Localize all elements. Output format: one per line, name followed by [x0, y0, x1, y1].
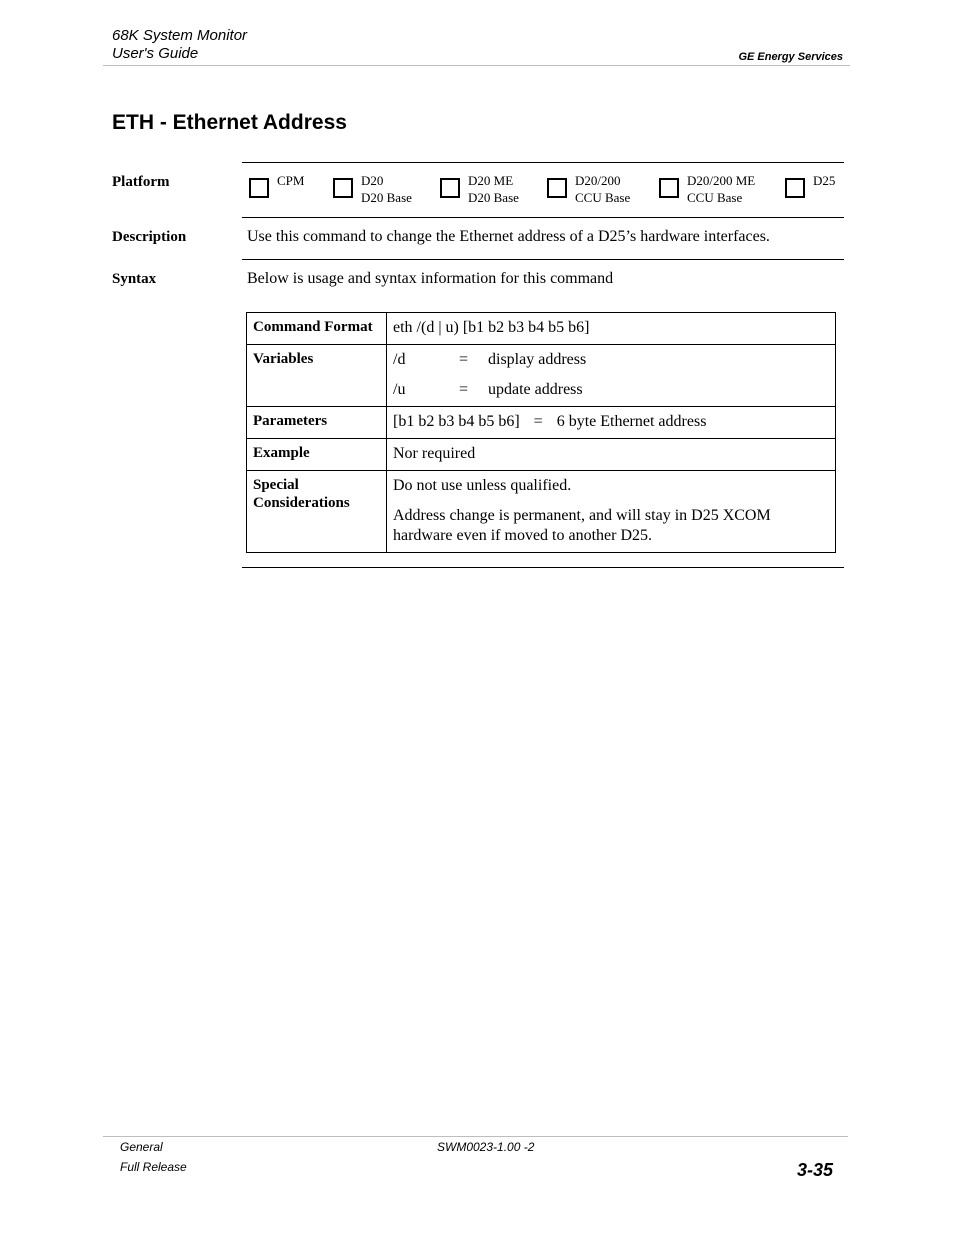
variable-name: /u	[393, 381, 406, 398]
platform-label-d20: D20	[361, 173, 384, 188]
platform-option-d25	[785, 172, 835, 198]
platform-checkbox-d20-me[interactable]	[440, 178, 460, 198]
command-format-value: eth /(d | u) [b1 b2 b3 b4 b5 b6]	[387, 313, 836, 345]
platform-sublabel-d20-200: CCU Base	[575, 190, 631, 205]
special-label-line1: Special	[253, 477, 299, 493]
table-row-parameters	[247, 407, 836, 439]
platform-option-d20	[333, 172, 412, 206]
syntax-bottom-rule	[242, 567, 844, 568]
platform-label-d25: D25	[813, 173, 836, 188]
platform-checkbox-cpm[interactable]	[249, 178, 269, 198]
platform-sublabel-d20-me: D20 Base	[468, 190, 519, 205]
description-label: Description	[112, 229, 187, 245]
description-text: Use this command to change the Ethernet address of a D25’s hardware interfaces.	[247, 228, 770, 245]
variable-eq: =	[459, 381, 469, 398]
variable-eq: =	[459, 351, 469, 368]
platform-option-d20-me	[440, 172, 519, 206]
description-bottom-rule	[242, 259, 844, 260]
platform-checkbox-d20-200[interactable]	[547, 178, 567, 198]
special-para1: Do not use unless qualified.	[393, 477, 572, 494]
syntax-table	[246, 312, 836, 553]
platform-checkbox-d20-200-me[interactable]	[659, 178, 679, 198]
platform-checkbox-d25[interactable]	[785, 178, 805, 198]
variables-label: Variables	[247, 345, 387, 407]
platform-label-d20-200: D20/200	[575, 173, 621, 188]
variable-desc: update address	[488, 381, 583, 398]
company-name: GE Energy Services	[738, 51, 843, 63]
syntax-label: Syntax	[112, 271, 157, 287]
platform-label-d20-200-me: D20/200 ME	[687, 173, 756, 188]
parameter-desc: 6 byte Ethernet address	[556, 413, 707, 430]
platform-label: Platform	[112, 174, 170, 190]
variable-desc: display address	[488, 351, 587, 368]
platform-sublabel-d20: D20 Base	[361, 190, 412, 205]
page-title: ETH - Ethernet Address	[112, 111, 347, 134]
parameter-name: [b1 b2 b3 b4 b5 b6]	[393, 413, 520, 430]
table-row-variables	[247, 345, 836, 407]
page-number: 3-35	[797, 1160, 834, 1180]
header-divider	[103, 65, 850, 66]
document-title-line2: User's Guide	[112, 45, 199, 62]
command-format-label: Command Format	[247, 313, 387, 345]
footer-release: Full Release	[120, 1160, 187, 1174]
platform-label-d20-me: D20 ME	[468, 173, 514, 188]
special-considerations-label	[247, 471, 387, 553]
platform-top-rule	[242, 162, 844, 163]
syntax-intro: Below is usage and syntax information for this command	[247, 270, 614, 287]
platform-bottom-rule	[242, 217, 844, 218]
footer-status: General	[120, 1140, 163, 1154]
footer-doc-number: SWM0023-1.00 -2	[437, 1140, 535, 1154]
variable-item	[393, 380, 829, 400]
variable-name: /d	[393, 351, 406, 368]
parameters-label: Parameters	[247, 407, 387, 439]
table-row-command-format	[247, 313, 836, 345]
document-title	[112, 27, 247, 63]
variables-value	[387, 345, 836, 407]
table-row-special-considerations	[247, 471, 836, 553]
table-row-example	[247, 439, 836, 471]
parameter-eq: =	[533, 413, 543, 430]
platform-option-d20-200	[547, 172, 630, 206]
platform-checkbox-d20[interactable]	[333, 178, 353, 198]
platform-option-d20-200-me	[659, 172, 755, 206]
parameters-value	[387, 407, 836, 439]
example-value: Nor required	[387, 439, 836, 471]
special-para2: Address change is permanent, and will stay in D25 XCOM hardware even if moved to another D25.	[393, 507, 771, 544]
footer-divider	[103, 1136, 848, 1137]
platform-option-cpm	[249, 172, 304, 198]
variable-item	[393, 350, 829, 370]
special-considerations-value	[387, 471, 836, 553]
example-label: Example	[247, 439, 387, 471]
platform-label-cpm: CPM	[277, 173, 305, 188]
platform-sublabel-d20-200-me: CCU Base	[687, 190, 743, 205]
special-label-line2: Considerations	[253, 495, 350, 511]
document-title-line1: 68K System Monitor	[112, 27, 248, 44]
